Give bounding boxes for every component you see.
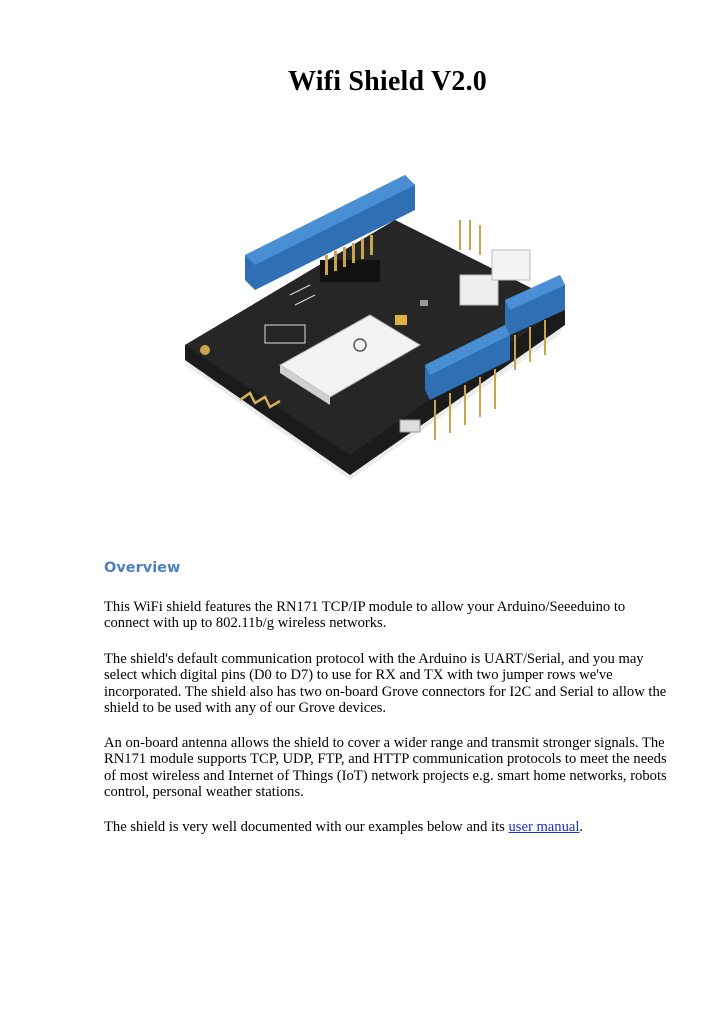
page-title: Wifi Shield V2.0 [288,66,487,97]
paragraph-4-end: . [579,819,584,835]
overview-heading: Overview [104,560,181,576]
overview-paragraph-3: An on-board antenna allows the shield to cover a wider range and transmit stronger signals. The RN171 module supports TCP, UDP, FTP, and HTTP communication protocols to meet the needs of most wireless and Internet of Things (IoT) network projects e.g. smart home networks, robots control, personal weather stations. [104,735,667,801]
overview-paragraph-1: This WiFi shield features the RN171 TCP/IP module to allow your Arduino/Seeeduino to connect with up to 802.11b/g wireless networks. [104,599,626,632]
wifi-shield-board-photo [170,165,580,505]
overview-paragraph-4 [104,819,674,835]
grove-connector-2 [492,250,530,280]
overview-paragraph-2: The shield's default communication protocol with the Arduino is UART/Serial, and you may select which digital pins (D0 to D7) to use for RX and TX with two jumper rows we've incorporated. The shield also has two on-board Grove connectors for I2C and Serial to allow the shield to be used with any of our Grove devices. [104,651,667,717]
paragraph-4-text: The shield is very well documented with our examples below and its [104,819,509,835]
user-manual-link[interactable]: user manual [508,819,580,835]
